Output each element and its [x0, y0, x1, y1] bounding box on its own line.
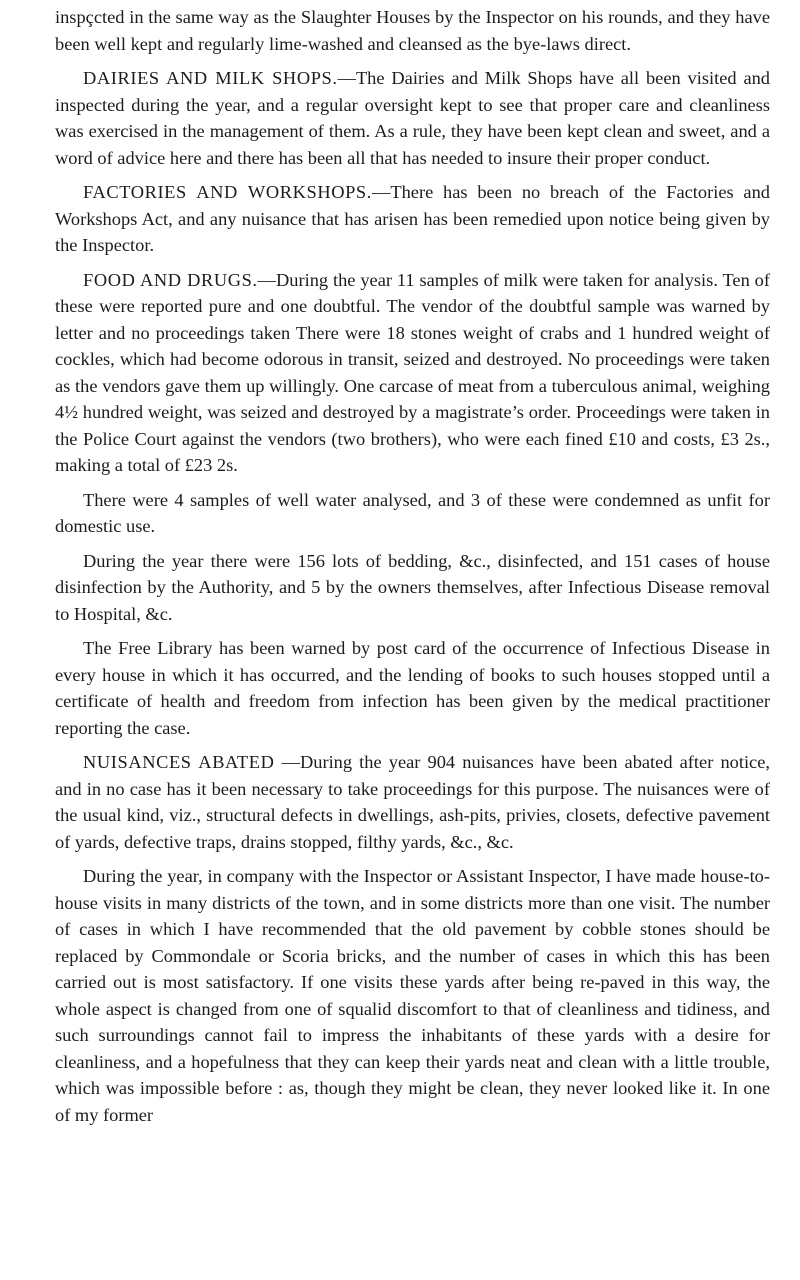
- paragraph-nuisances-abated: [55, 749, 770, 855]
- paragraph-well-water: [55, 487, 770, 540]
- paragraph-food-and-drugs: [55, 267, 770, 479]
- paragraph-house-to-house-visits: [55, 863, 770, 1128]
- paragraph-text: —During the year 904 nuisances have been abated after notice, and in no case has it been necessary to take proceedings for this purpose. The nuisances were of the usual kind, viz., structural defects in dwellings, ash-pits, privies, closets, defective pavement of yards, defective traps, drains stopped, filthy yards, &c., &c.: [55, 752, 770, 852]
- paragraph-text: —During the year 11 samples of milk were taken for analysis. Ten of these were reported pure and one doubtful. The vendor of the doubtful sample was warned by letter and no proceedings taken There were 18 stones weight of crabs and 1 hundred weight of cockles, which had become odorous in transit, seized and destroyed. No proceedings were taken as the vendors gave them up willingly. One carcase of meat from a tuberculous animal, weighing 4½ hundred weight, was seized and destroyed by a magistrate’s order. Proceedings were taken in the Police Court against the vendors (two brothers), who were each fined £10 and costs, £3 2s., making a total of £23 2s.: [55, 269, 770, 475]
- paragraph-text: inspçcted in the same way as the Slaughter Houses by the Inspector on his rounds, and they have been well kept and regularly lime-washed and cleansed as the bye-laws direct.: [55, 7, 770, 54]
- paragraph-text: The Free Library has been warned by post card of the occurrence of Infectious Disease in every house in which it has occurred, and the lending of books to such houses stopped until a certificate of health and freedom from infection has been given by the medical practitioner reporting the case.: [55, 638, 770, 738]
- section-heading: DAIRIES AND MILK SHOPS.: [83, 68, 338, 88]
- paragraph-inspection-continued: [55, 4, 770, 57]
- paragraph-text: —There has been no breach of the Factories and Workshops Act, and any nuisance that has arisen has been remedied upon notice being given by the Inspector.: [55, 182, 770, 255]
- section-heading: FOOD AND DRUGS.: [83, 269, 258, 290]
- section-heading: NUISANCES ABATED: [83, 752, 275, 772]
- document-page: [55, 4, 770, 1274]
- paragraph-text: There were 4 samples of well water analysed, and 3 of these were condemned as unfit for domestic use.: [55, 489, 770, 536]
- paragraph-text: During the year there were 156 lots of bedding, &c., disinfected, and 151 cases of house disinfection by the Authority, and 5 by the owners themselves, after Infectious Disease removal to Hospital, &c.: [55, 550, 770, 624]
- paragraph-text: —The Dairies and Milk Shops have all been visited and inspected during the year, and a regular oversight kept to see that proper care and cleanliness was exercised in the management of them. As a rule, they have been kept clean and sweet, and a word of advice here and there has been all that has needed to insure their proper conduct.: [55, 68, 770, 168]
- paragraph-dairies-and-milk-shops: [55, 65, 770, 171]
- paragraph-disinfection: [55, 548, 770, 628]
- section-heading: FACTORIES AND WORKSHOPS.: [83, 182, 372, 202]
- paragraph-factories-and-workshops: [55, 179, 770, 259]
- paragraph-text: During the year, in company with the Inspector or Assistant Inspector, I have made house-to-house visits in many districts of the town, and in some districts more than one visit. The number of cases in which I have recommended that the old pavement by cobble stones should be replaced by Commondale or Scoria bricks, and the number of cases in which this has been carried out is most satisfactory. If one visits these yards after being re-paved in this way, the whole aspect is changed from one of squalid discomfort to that of cleanliness and tidiness, and such surroundings cannot fail to impress the inhabitants of these yards with a desire for cleanliness, and a hopefulness that they can keep their yards neat and clean with a little trouble, which was impossible before : as, though they might be clean, they never looked like it. In one of my former: [55, 866, 770, 1125]
- paragraph-free-library: [55, 635, 770, 741]
